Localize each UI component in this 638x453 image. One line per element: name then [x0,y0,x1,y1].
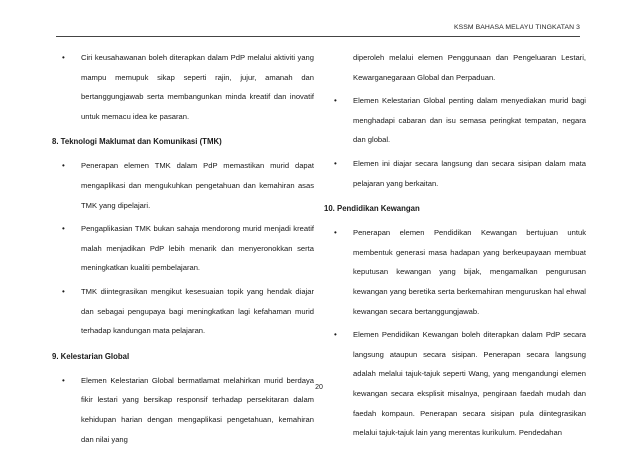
page-number: 20 [315,384,323,391]
bullet-icon: • [62,375,65,385]
paragraph: Ciri keusahawanan boleh diterapkan dalam PdP melalui aktiviti yang mampu memupuk sikap seperti rajin, jujur, amanah dan bertanggungjawab serta membangunkan minda kreatif dan inovatif untuk memacu idea ke pasaran. [81,53,314,121]
list-item [324,154,586,193]
paragraph: Penerapan elemen TMK dalam PdP memastikan murid dapat mengaplikasi dan mengukuhkan pengetahuan dan kemahiran asas TMK yang dipelajari. [81,161,314,210]
bullet-icon: • [334,158,337,168]
bullet-icon: • [334,96,337,106]
left-column [52,48,314,453]
paragraph: Elemen ini diajar secara langsung dan secara sisipan dalam mata pelajaran yang berkaitan. [353,158,586,188]
paragraph: Elemen Kelestarian Global penting dalam menyediakan murid bagi menghadapi cabaran dan isu semasa peringkat tempatan, negara dan global. [353,96,586,145]
list-item [324,223,586,321]
bullet-icon: • [62,224,65,234]
list-item [52,219,314,278]
section-heading-kelestarian: 9. Kelestarian Global [52,351,130,361]
paragraph: Penerapan elemen Pendidikan Kewangan bertujuan untuk membentuk generasi masa hadapan yang berkeupayaan membuat keputusan kewangan yang bijak, mengamalkan pengurusan kewangan yang beretika serta berkemahiran menguruskan hal ehwal kewangan secara bertanggungjawab. [353,228,586,316]
bullet-icon: • [334,228,337,238]
list-item [52,156,314,215]
running-header: KSSM BAHASA MELAYU TINGKATAN 3 [453,24,580,31]
header-rule [56,36,580,37]
bullet-icon: • [62,161,65,171]
section-heading-kewangan: 10. Pendidikan Kewangan [324,204,420,214]
paragraph: diperoleh melalui elemen Penggunaan dan Pengeluaran Lestari, Kewarganegaraan Global dan Perpaduan. [353,53,586,82]
bullet-icon: • [62,53,65,62]
continued-paragraph [324,48,586,87]
list-item [52,48,314,126]
paragraph: TMK diintegrasikan mengikut kesesuaian topik yang hendak diajar dan sebagai pengupaya bagi meningkatkan lagi kefahaman murid terhadap kandungan mata pelajaran. [81,286,314,336]
list-item [324,91,586,150]
paragraph: Pengaplikasian TMK bukan sahaja mendorong murid menjadi kreatif malah menjadikan PdP lebih menarik dan menyeronokkan serta meningkatkan kualiti pembelajaran. [81,224,314,273]
list-item [52,371,314,449]
section-heading-tmk: 8. Teknologi Maklumat dan Komunikasi (TMK) [52,137,222,147]
bullet-icon: • [334,330,337,340]
list-item [52,282,314,341]
paragraph: Elemen Kelestarian Global bermatlamat melahirkan murid berdaya fikir lestari yang bersikap responsif terhadap persekitaran dalam kehidupan harian dengan mengaplikasi pengetahuan, kemahiran dan nilai yang [81,375,314,444]
paragraph: Elemen Pendidikan Kewangan boleh diterapkan dalam PdP secara langsung ataupun secara sisipan. Penerapan secara langsung adalah melalui tajuk-tajuk seperti Wang, yang mengandungi elemen kewangan secara eksplisit misalnya, pengiraan faedah mudah dan faedah kompaun. Penerapan secara sisipan pula diintegrasikan melalui tajuk-tajuk lain yang merentas kurikulum. Pendedahan [353,330,586,438]
bullet-icon: • [62,286,65,296]
